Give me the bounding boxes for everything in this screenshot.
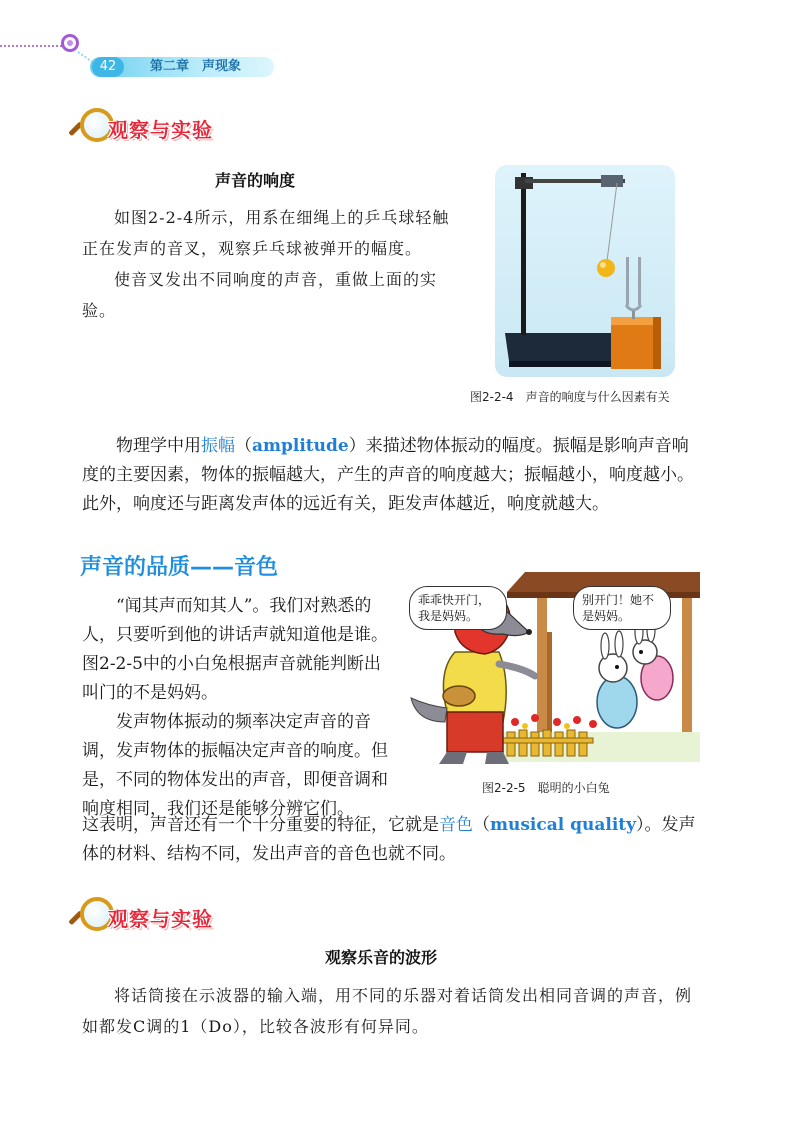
chapter-title: 第二章 声现象: [150, 59, 242, 74]
experiment-title: 声音的响度: [215, 171, 296, 190]
keyword-amplitude: 振幅: [201, 436, 235, 456]
badge-label: 观察与实验: [108, 907, 213, 931]
amplitude-paragraph: [82, 432, 702, 519]
rabbit-speech-bubble: [573, 586, 671, 630]
paren-close: ）: [636, 815, 645, 835]
header-dotted-line: [0, 45, 66, 47]
text-run: 这表明，声音还有一个十分重要的特征，它就是: [82, 815, 439, 835]
experiment-title: 观察乐音的波形: [325, 948, 438, 967]
bubble-line: 是妈妈。: [582, 609, 631, 623]
observe-experiment-badge: [70, 895, 230, 939]
experiment-text: [82, 980, 702, 1042]
header-ring-center: [67, 40, 73, 46]
timbre-paragraph: 发声物体振动的频率决定声音的音调，发声物体的振幅决定声音的响度。但是，不同的物体发出的声音，即便音调和响度相同，我们还是能够分辨它们。: [82, 712, 388, 819]
tuning-fork-figure: [495, 165, 675, 377]
page-number: 42: [92, 57, 124, 77]
paren-open: （: [235, 436, 252, 456]
section-title: 声音的品质——音色: [80, 555, 279, 580]
english-term: amplitude: [252, 436, 349, 456]
bubble-line: 乖乖快开门，: [418, 593, 491, 607]
experiment-text: [82, 202, 450, 326]
experiment-paragraph: 使音叉发出不同响度的声音，重做上面的实验。: [82, 270, 438, 320]
experiment-paragraph: 将话筒接在示波器的输入端，用不同的乐器对着话筒发出相同音调的声音，例如都发C调的1（Do），比较各波形有何异同。: [82, 986, 693, 1036]
keyword-timbre: 音色: [439, 815, 473, 835]
paren-open: （: [473, 815, 490, 835]
bubble-line: 别开门！她不: [582, 593, 655, 607]
text-run: 物理学中用: [116, 436, 201, 456]
wolf-speech-bubble: [409, 586, 507, 630]
text-run: 来描述物体振动的幅度。振幅是影响声音响度的主要因素，物体的振幅越大，产生的声音的响度越大；振幅越小，响度越小。此外，响度还与距离发声体的远近有关，距发声体越近，响度就越大。: [82, 436, 694, 514]
timbre-conclusion: [82, 811, 702, 869]
bubble-line: 我是妈妈。: [418, 609, 479, 623]
badge-label: 观察与实验: [108, 118, 213, 142]
tuning-fork-illustration: [495, 165, 675, 377]
paren-close: ）: [348, 436, 366, 456]
figure-caption: 图2-2-5 聪明的小白兔: [482, 781, 610, 795]
observe-experiment-badge: [70, 106, 230, 150]
timbre-paragraph: “闻其声而知其人”。我们对熟悉的人，只要听到他的讲话声就知道他是谁。图2-2-5中的小白兔根据声音就能判断出叫门的不是妈妈。: [82, 596, 388, 703]
experiment-paragraph: 如图2-2-4所示，用系在细绳上的乒乓球轻触正在发声的音叉，观察乒乓球被弹开的幅度。: [82, 208, 450, 258]
rabbit-cartoon-figure: [407, 572, 700, 772]
english-term: musical quality: [490, 815, 637, 835]
timbre-text-column: [82, 592, 394, 824]
figure-caption: 图2-2-4 声音的响度与什么因素有关: [470, 390, 670, 404]
text-run: 。发声体的材料、结构不同，发出声音的音色也就不同。: [82, 815, 696, 864]
